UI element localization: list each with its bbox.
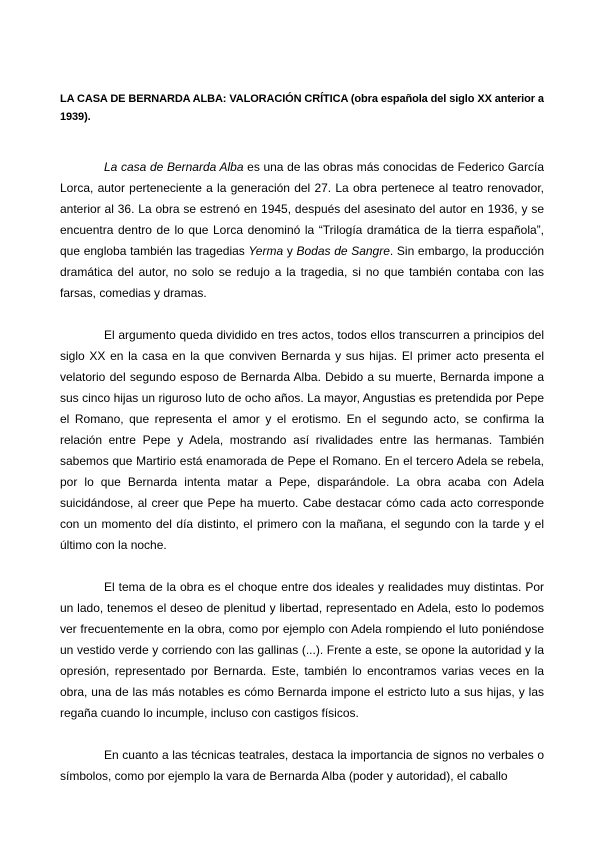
paragraph-text: es una de las obras más conocidas de Federico García Lorca, autor perteneciente a la generación del 27. La obra pertenece al teatro renovador, anterior al 36. La obra se estrenó en 1945, después del asesinato del autor en 1936, y se encuentra dentro de lo que Lorca denominó la “Trilogía dramática de la tierra española”, que engloba también las tragedias — [60, 160, 544, 258]
paragraph-text: . Sin embargo, la producción dramática del autor, no solo se redujo a la tragedia, si no que también contaba con las farsas, comedias y dramas. — [60, 244, 544, 300]
paragraph-text: y — [283, 244, 297, 258]
italic-work-yerma: Yerma — [248, 244, 284, 258]
paragraph-introduction — [60, 157, 544, 304]
paragraph-argument: El argumento queda dividido en tres actos, todos ellos transcurren a principios del siglo XX en la casa en la que conviven Bernarda y sus hijas. El primer acto presenta el velatorio del segundo esposo de Bernarda Alba. Debido a su muerte, Bernarda impone a sus cinco hijas un riguroso luto de ocho años. La mayor, Angustias es pretendida por Pepe el Romano, que representa el amor y el erotismo. En el segundo acto, se confirma la relación entre Pepe y Adela, mostrando así rivalidades entre las hermanas. También sabemos que Martirio está enamorada de Pepe el Romano. En el tercero Adela se rebela, por lo que Bernarda intenta matar a Pepe, disparándole. La obra acaba con Adela suicidándose, al creer que Pepe ha muerto. Cabe destacar cómo cada acto corresponde con un momento del día distinto, el primero con la mañana, el segundo con la tarde y el último con la noche. — [60, 328, 544, 552]
italic-work-title: La casa de Bernarda Alba — [104, 160, 244, 174]
italic-work-bodas: Bodas de Sangre — [296, 244, 390, 258]
document-page — [60, 90, 544, 787]
document-title: LA CASA DE BERNARDA ALBA: VALORACIÓN CRÍTICA (obra española del siglo XX anterior a 1939). — [60, 93, 544, 123]
paragraph-techniques: En cuanto a las técnicas teatrales, destaca la importancia de signos no verbales o símbolos, como por ejemplo la vara de Bernarda Alba (poder y autoridad), el caballo — [60, 748, 544, 783]
paragraph-theme: El tema de la obra es el choque entre dos ideales y realidades muy distintas. Por un lado, tenemos el deseo de plenitud y libertad, representado en Adela, esto lo podemos ver frecuentemente en la obra, como por ejemplo con Adela rompiendo el luto poniéndose un vestido verde y corriendo con las gallinas (...). Frente a este, se opone la autoridad y la opresión, representado por Bernarda. Este, también lo encontramos varias veces en la obra, una de las más notables es cómo Bernarda impone el estricto luto a sus hijas, y las regaña cuando lo incumple, incluso con castigos físicos. — [60, 580, 544, 720]
